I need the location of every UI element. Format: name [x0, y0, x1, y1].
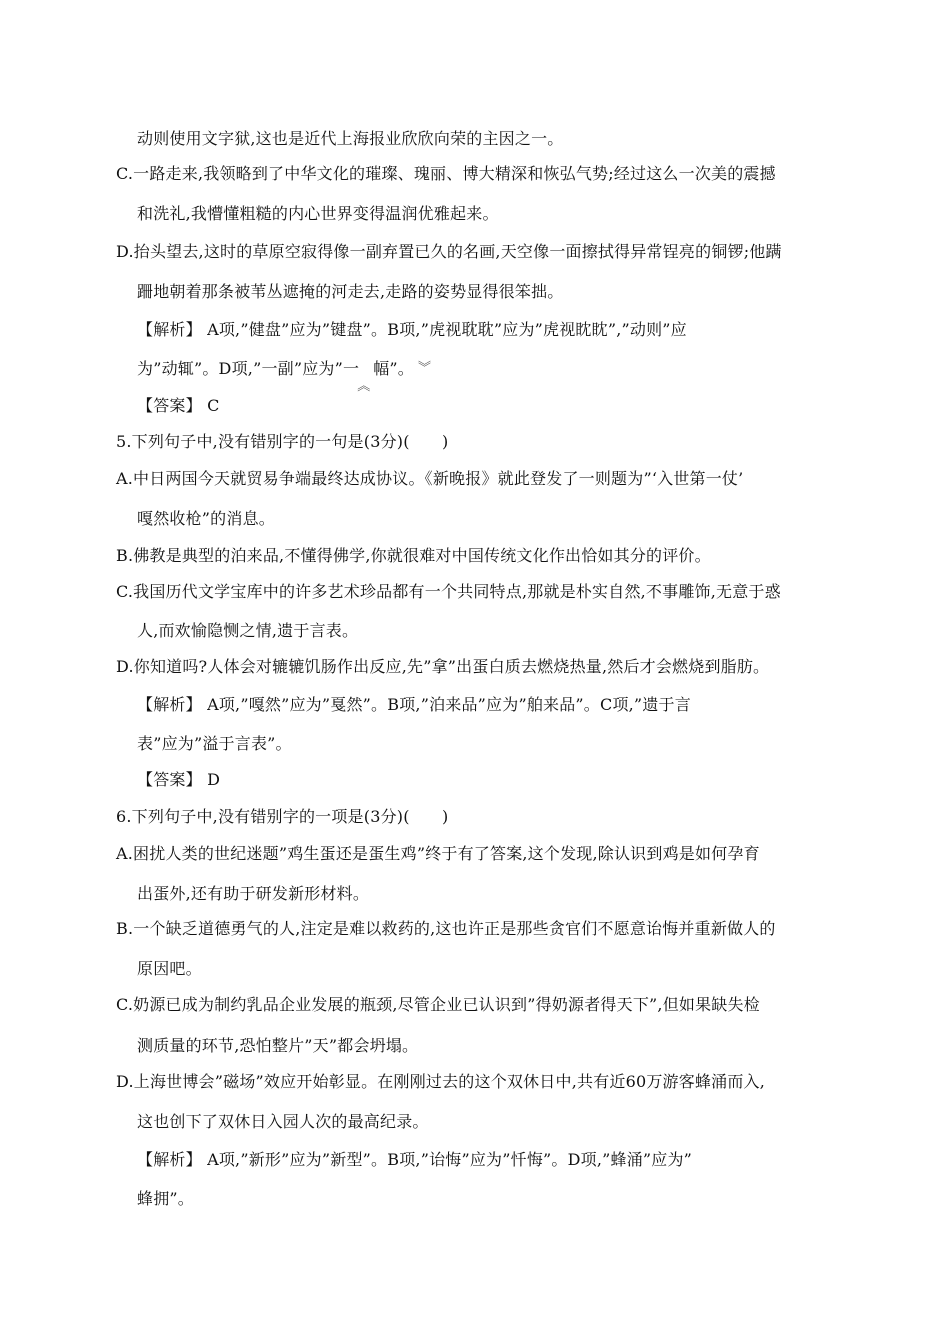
text-line: 人,而欢愉隐恻之情,遗于言表。	[137, 621, 359, 640]
analysis-text: 幅”。	[373, 359, 414, 378]
option-d-line: D.你知道吗?人体会对辘辘饥肠作出反应,先”拿”出蛋白质去燃烧热量,然后才会燃烧到脂肪。	[116, 657, 770, 676]
option-a-line: A.困扰人类的世纪迷题”鸡生蛋还是蛋生鸡”终于有了答案,这个发现,除认识到鸡是如何孕育	[116, 844, 760, 863]
text-line: 这也创下了双休日入园人次的最高纪录。	[137, 1112, 429, 1131]
option-c-line: C.奶源已成为制约乳品企业发展的瓶颈,尽管企业已认识到”得奶源者得天下”,但如果缺失检	[116, 995, 760, 1014]
question-6-stem: 6.下列句子中,没有错别字的一项是(3分)( )	[116, 807, 449, 826]
text-line: 原因吧。	[137, 959, 202, 978]
option-c-line: C.一路走来,我领略到了中华文化的璀璨、瑰丽、博大精深和恢弘气势;经过这么一次美的震撼	[116, 164, 776, 183]
analysis-line: 表”应为”溢于言表”。	[137, 734, 292, 753]
analysis-line: 蜂拥”。	[137, 1189, 194, 1208]
text-line: 动则使用文字狱,这也是近代上海报业欣欣向荣的主因之一。	[137, 129, 564, 148]
option-c-line: C.我国历代文学宝库中的许多艺术珍品都有一个共同特点,那就是朴实自然,不事雕饰,无意于惑	[116, 582, 781, 601]
text-line: 跚地朝着那条被苇丛遮掩的河走去,走路的姿势显得很笨拙。	[137, 282, 564, 301]
answer-line: 【答案】 C	[137, 396, 220, 415]
caret-mark-icon: ︽	[357, 379, 371, 394]
analysis-line: 【解析】 A项,”健盘”应为”键盘”。B项,”虎视耽耽”应为”虎视眈眈”,”动则”应	[137, 320, 687, 339]
text-line: 出蛋外,还有助于研发新形材料。	[137, 884, 370, 903]
text-line: 测质量的环节,恐怕整片”天”都会坍塌。	[137, 1036, 419, 1055]
double-chevron-icon: ︾	[418, 361, 432, 376]
analysis-line: 【解析】 A项,”新形”应为”新型”。B项,”诒悔”应为”忏悔”。D项,”蜂涌”应为”	[137, 1150, 693, 1169]
option-d-line: D.抬头望去,这时的草原空寂得像一副弃置已久的名画,天空像一面擦拭得异常锃亮的铜锣;他蹒	[116, 242, 782, 261]
text-line: 嘎然收枪”的消息。	[137, 509, 275, 528]
analysis-line: 【解析】 A项,”嘎然”应为”戛然”。B项,”泊来品”应为”舶来品”。C项,”遗于言	[137, 695, 691, 714]
analysis-line	[137, 358, 432, 394]
option-b-line: B.一个缺乏道德勇气的人,注定是难以救药的,这也许正是那些贪官们不愿意诒悔并重新做人的	[116, 919, 776, 938]
option-b-line: B.佛教是典型的泊来品,不懂得佛学,你就很难对中国传统文化作出恰如其分的评价。	[116, 546, 711, 565]
option-a-line: A.中日两国今天就贸易争端最终达成协议。《新晚报》就此登发了一则题为”‘入世第一仗’	[116, 469, 744, 488]
option-d-line: D.上海世博会”磁场”效应开始彰显。在刚刚过去的这个双休日中,共有近60万游客蜂涌而入,	[116, 1072, 766, 1091]
answer-line: 【答案】 D	[137, 770, 221, 789]
analysis-text: 为”动辄”。D项,”一副”应为”一	[137, 359, 360, 378]
question-5-stem: 5.下列句子中,没有错别字的一句是(3分)( )	[116, 432, 449, 451]
text-line: 和洗礼,我懵懂粗糙的内心世界变得温润优雅起来。	[137, 204, 499, 223]
